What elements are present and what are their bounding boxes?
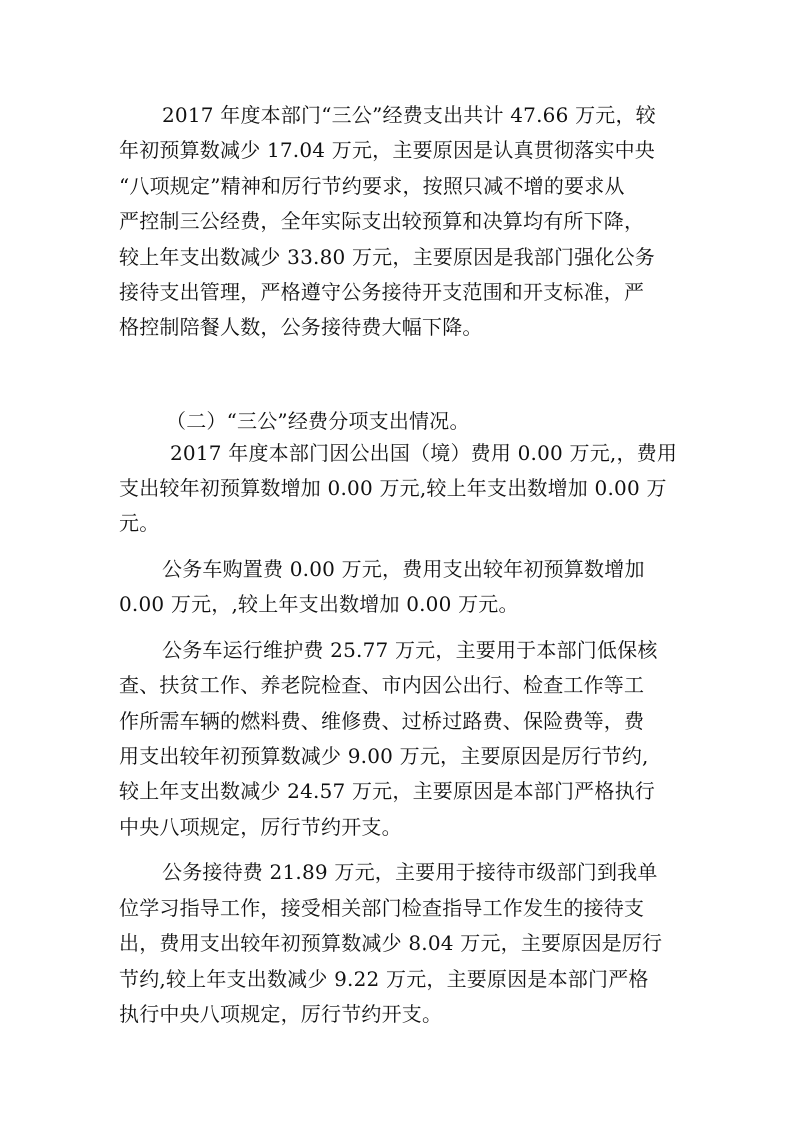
paragraph-5-line-1: 公务接待费 21.89 万元，主要用于接待市级部门到我单 [162,860,658,884]
paragraph-4-line-5: 较上年支出数减少 24.57 万元，主要原因是本部门严格执行 [119,779,655,803]
paragraph-4-line-3: 作所需车辆的燃料费、维修费、过桥过路费、保险费等，费 [119,709,645,733]
paragraph-1-line-1: 2017 年度本部门“三公”经费支出共计 47.66 万元，较 [162,103,656,127]
paragraph-4-line-1: 公务车运行维护费 25.77 万元，主要用于本部门低保核 [162,638,658,662]
paragraph-5-line-4: 节约,较上年支出数减少 9.22 万元，主要原因是本部门严格 [119,967,649,991]
paragraph-1-line-7: 格控制陪餐人数，公务接待费大幅下降。 [119,315,483,339]
section-heading: （二）“三公”经费分项支出情况。 [166,409,470,433]
paragraph-3-line-2: 0.00 万元，,较上年支出数增加 0.00 万元。 [119,592,519,616]
paragraph-1-line-5: 较上年支出数减少 33.80 万元，主要原因是我部门强化公务 [119,245,655,269]
paragraph-1-line-2: 年初预算数减少 17.04 万元，主要原因是认真贯彻落实中央 [119,138,655,162]
paragraph-5-line-3: 出，费用支出较年初预算数减少 8.04 万元，主要原因是厉行 [119,931,663,955]
paragraph-1-line-6: 接待支出管理，严格遵守公务接待开支范围和开支标准，严 [119,280,645,304]
paragraph-4-line-4: 用支出较年初预算数减少 9.00 万元，主要原因是厉行节约, [119,744,649,768]
paragraph-2-line-1: 2017 年度本部门因公出国（境）费用 0.00 万元,，费用 [170,441,678,465]
paragraph-4-line-6: 中央八项规定，厉行节约开支。 [119,815,402,839]
paragraph-5-line-2: 位学习指导工作，接受相关部门检查指导工作发生的接待支 [119,896,645,920]
paragraph-2-line-3: 元。 [119,511,160,535]
paragraph-2-line-2: 支出较年初预算数增加 0.00 万元,较上年支出数增加 0.00 万 [119,476,667,500]
paragraph-3-line-1: 公务车购置费 0.00 万元，费用支出较年初预算数增加 [162,557,645,581]
paragraph-1-line-3: “八项规定”精神和厉行节约要求，按照只减不增的要求从 [119,174,625,198]
paragraph-5-line-5: 执行中央八项规定，厉行节约开支。 [119,1002,443,1026]
paragraph-4-line-2: 查、扶贫工作、养老院检查、市内因公出行、检查工作等工 [119,673,645,697]
paragraph-1-line-4: 严控制三公经费，全年实际支出较预算和决算均有所下降， [119,209,645,233]
